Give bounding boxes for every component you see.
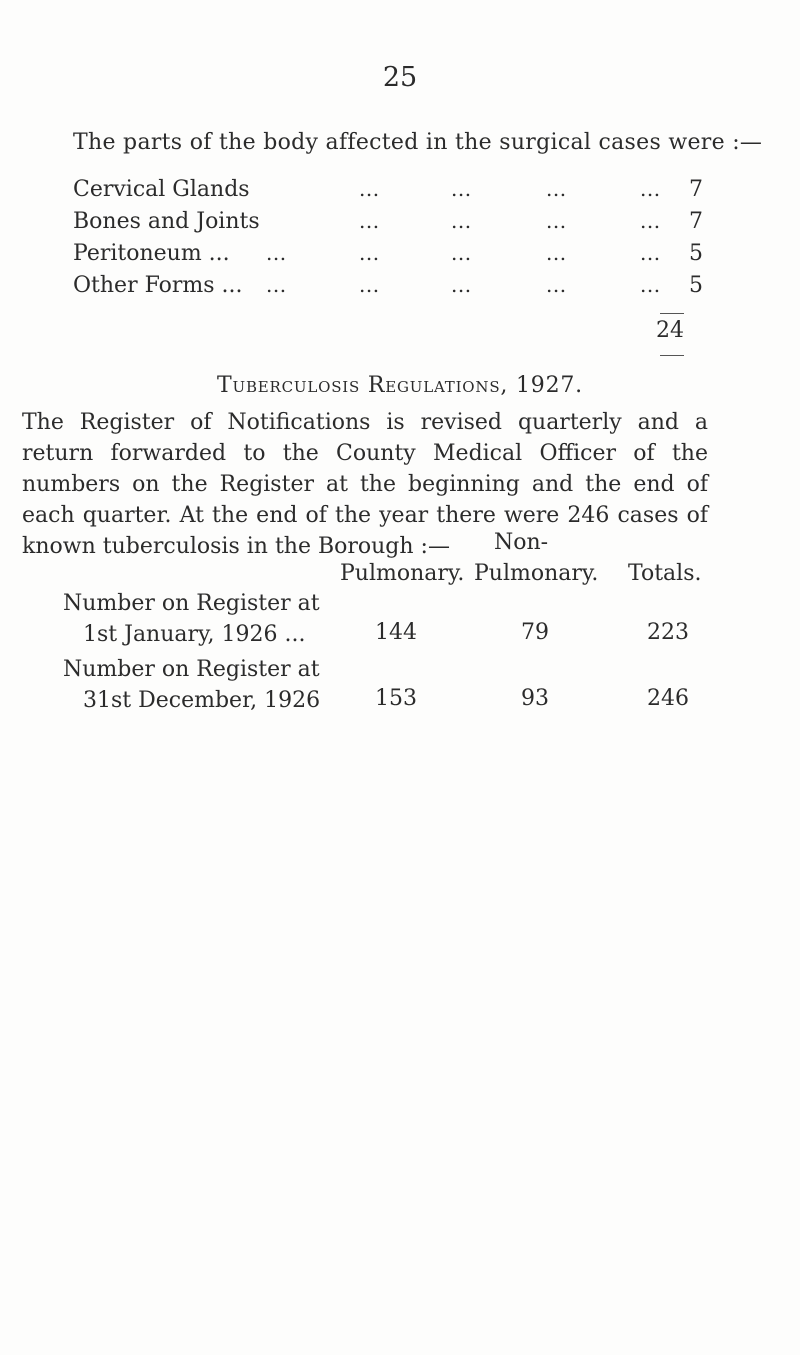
cell-non-pulmonary: 93 [521,686,549,711]
cell-non-pulmonary: 79 [521,620,549,645]
sites-total: 24 [656,318,684,343]
header-non-prefix: Non- [494,530,549,555]
site-count: 7 [689,177,703,202]
cell-pulmonary: 144 [375,620,417,645]
site-name: Other Forms ... [73,273,243,298]
register-paragraph: The Register of Notifications is revised quarterly and a return forwarded to the County Medical Officer of the numbers on the Register at the beginning and the end of each quarter. At the end of the year there were 246 cases of known tuberculosis in the Borough :— [22,410,708,559]
site-row-peritoneum: Peritoneum ... ... ... ... ... ... 5 [73,241,703,266]
sum-rule-bottom [660,355,684,356]
site-row-cervical-glands: Cervical Glands ... ... ... ... 7 [73,177,703,202]
header-totals: Totals. [628,561,702,586]
site-count: 5 [689,241,703,266]
site-row-other-forms: Other Forms ... ... ... ... ... ... 5 [73,273,703,298]
row-label: Number on Register at 1st January, 1926 ... [63,591,320,647]
site-name: Cervical Glands [73,177,250,202]
site-name: Peritoneum ... [73,241,230,266]
intro-text: The parts of the body affected in the surgical cases were :— [73,130,763,155]
site-count: 7 [689,209,703,234]
sum-rule-top [660,313,684,314]
site-name: Bones and Joints [73,209,260,234]
site-count: 5 [689,273,703,298]
site-row-bones-and-joints: Bones and Joints ... ... ... ... 7 [73,209,703,234]
section-title: Tuberculosis Regulations, 1927. [217,373,583,398]
cell-totals: 223 [647,620,689,645]
header-pulmonary: Pulmonary. [340,561,465,586]
row-label: Number on Register at 31st December, 1926 [63,657,321,713]
cell-pulmonary: 153 [375,686,417,711]
cell-totals: 246 [647,686,689,711]
header-non-pulmonary: Pulmonary. [474,561,599,586]
page-number: 25 [382,62,418,93]
